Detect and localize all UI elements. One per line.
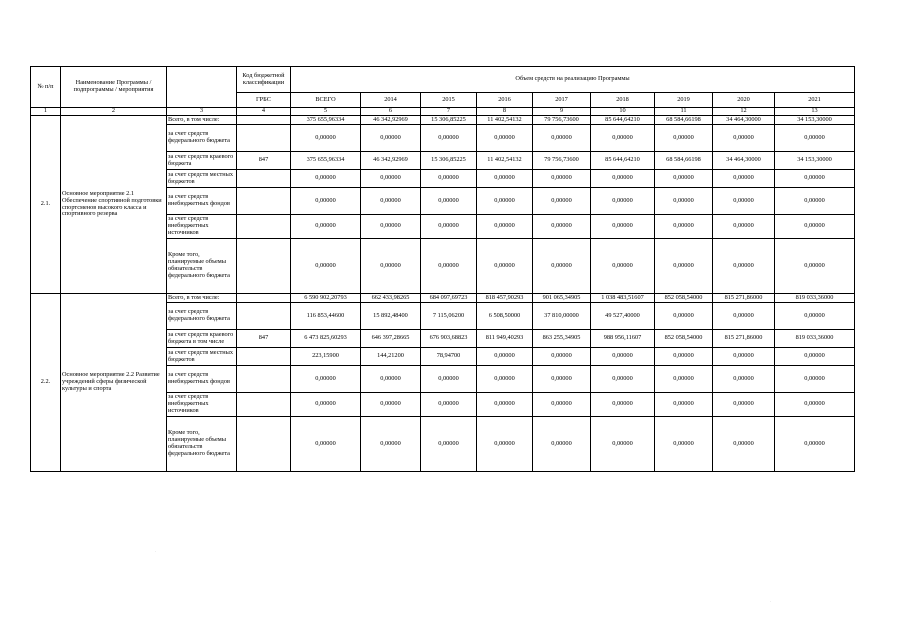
column-number: 7 bbox=[421, 108, 477, 116]
grbs-code: 847 bbox=[237, 152, 291, 170]
value-year: 7 115,06200 bbox=[421, 303, 477, 330]
value-year: 0,00000 bbox=[477, 348, 533, 366]
column-number: 13 bbox=[775, 108, 855, 116]
value-total: 6 473 825,60293 bbox=[291, 330, 361, 348]
section-name: Основное мероприятие 2.2 Развитие учреждений сферы физической культуры и спорта bbox=[61, 294, 167, 472]
value-year: 819 033,36000 bbox=[775, 330, 855, 348]
value-year: 1 038 483,51607 bbox=[591, 294, 655, 303]
funding-source: за счет средств внебюджетных фондов bbox=[167, 366, 237, 393]
column-number: 3 bbox=[167, 108, 237, 116]
header-row-top bbox=[31, 67, 855, 93]
value-year: 0,00000 bbox=[361, 170, 421, 188]
funding-source: за счет средств краевого бюджета bbox=[167, 152, 237, 170]
value-year: 0,00000 bbox=[421, 215, 477, 239]
grbs-code bbox=[237, 417, 291, 472]
value-year: 0,00000 bbox=[421, 170, 477, 188]
value-year: 0,00000 bbox=[775, 348, 855, 366]
value-year: 0,00000 bbox=[591, 366, 655, 393]
value-year: 0,00000 bbox=[421, 366, 477, 393]
header-year: 2014 bbox=[361, 93, 421, 108]
value-year: 0,00000 bbox=[477, 170, 533, 188]
value-year: 0,00000 bbox=[591, 170, 655, 188]
header-year: 2015 bbox=[421, 93, 477, 108]
value-year: 0,00000 bbox=[477, 366, 533, 393]
grbs-code bbox=[237, 188, 291, 215]
value-year: 0,00000 bbox=[775, 215, 855, 239]
value-year: 37 810,00000 bbox=[533, 303, 591, 330]
value-year: 0,00000 bbox=[477, 125, 533, 152]
value-year: 0,00000 bbox=[421, 188, 477, 215]
value-year: 85 644,64210 bbox=[591, 116, 655, 125]
header-grbs: ГРБС bbox=[237, 93, 291, 108]
value-year: 11 402,54132 bbox=[477, 152, 533, 170]
value-year: 0,00000 bbox=[713, 170, 775, 188]
column-number: 1 bbox=[31, 108, 61, 116]
value-year: 988 956,11607 bbox=[591, 330, 655, 348]
value-year: 0,00000 bbox=[713, 348, 775, 366]
value-year: 49 527,40000 bbox=[591, 303, 655, 330]
value-year: 0,00000 bbox=[775, 188, 855, 215]
value-year: 34 153,30000 bbox=[775, 116, 855, 125]
value-total: 375 655,96334 bbox=[291, 152, 361, 170]
value-year: 0,00000 bbox=[533, 348, 591, 366]
value-year: 819 033,36000 bbox=[775, 294, 855, 303]
value-year: 0,00000 bbox=[477, 188, 533, 215]
value-total: 223,15900 bbox=[291, 348, 361, 366]
value-year: 0,00000 bbox=[361, 239, 421, 294]
funding-source: за счет средств федерального бюджета bbox=[167, 303, 237, 330]
value-year: 0,00000 bbox=[713, 303, 775, 330]
value-year: 0,00000 bbox=[775, 170, 855, 188]
grbs-code bbox=[237, 393, 291, 417]
value-year: 0,00000 bbox=[361, 125, 421, 152]
value-year: 0,00000 bbox=[533, 417, 591, 472]
header-total: ВСЕГО bbox=[291, 93, 361, 108]
value-year: 0,00000 bbox=[477, 393, 533, 417]
value-year: 811 949,40293 bbox=[477, 330, 533, 348]
header-empty bbox=[167, 67, 237, 108]
value-year: 0,00000 bbox=[713, 417, 775, 472]
column-number: 2 bbox=[61, 108, 167, 116]
funding-source: за счет средств местных бюджетов bbox=[167, 170, 237, 188]
header-volume: Объем средств на реализацию Программы bbox=[291, 67, 855, 93]
header-year: 2017 bbox=[533, 93, 591, 108]
value-year: 0,00000 bbox=[421, 393, 477, 417]
value-total: 0,00000 bbox=[291, 393, 361, 417]
grbs-code bbox=[237, 294, 291, 303]
grbs-code bbox=[237, 303, 291, 330]
column-number: 10 bbox=[591, 108, 655, 116]
section-name: Основное мероприятие 2.1 Обеспечение спортивной подготовки спортсменов высокого класса и спортивного резерва bbox=[61, 116, 167, 294]
value-year: 144,21200 bbox=[361, 348, 421, 366]
budget-table bbox=[30, 66, 855, 472]
value-year: 79 756,73600 bbox=[533, 152, 591, 170]
value-year: 684 097,69723 bbox=[421, 294, 477, 303]
value-total: 0,00000 bbox=[291, 215, 361, 239]
value-year: 78,94700 bbox=[421, 348, 477, 366]
value-year: 0,00000 bbox=[713, 366, 775, 393]
value-year: 852 058,54000 bbox=[655, 294, 713, 303]
value-year: 79 756,73600 bbox=[533, 116, 591, 125]
column-number: 4 bbox=[237, 108, 291, 116]
header-year: 2019 bbox=[655, 93, 713, 108]
value-year: 34 153,30000 bbox=[775, 152, 855, 170]
value-year: 15 306,85225 bbox=[421, 152, 477, 170]
value-year: 0,00000 bbox=[361, 215, 421, 239]
value-year: 863 255,34905 bbox=[533, 330, 591, 348]
value-year: 0,00000 bbox=[655, 188, 713, 215]
value-year: 85 644,64210 bbox=[591, 152, 655, 170]
value-year: 0,00000 bbox=[591, 188, 655, 215]
value-year: 0,00000 bbox=[361, 417, 421, 472]
value-total: 375 655,96334 bbox=[291, 116, 361, 125]
value-year: 0,00000 bbox=[591, 417, 655, 472]
funding-source: Всего, в том числе: bbox=[167, 294, 237, 303]
column-number: 6 bbox=[361, 108, 421, 116]
value-year: 0,00000 bbox=[591, 348, 655, 366]
header-name: Наименование Программы / подпрограммы / мероприятия bbox=[61, 67, 167, 108]
value-year: 0,00000 bbox=[533, 215, 591, 239]
value-year: 0,00000 bbox=[361, 393, 421, 417]
value-year: 0,00000 bbox=[775, 125, 855, 152]
budget-table-container bbox=[30, 66, 854, 472]
value-year: 0,00000 bbox=[655, 239, 713, 294]
scan-speck: . bbox=[155, 548, 156, 553]
column-number: 12 bbox=[713, 108, 775, 116]
value-year: 0,00000 bbox=[655, 215, 713, 239]
value-year: 0,00000 bbox=[655, 393, 713, 417]
value-year: 0,00000 bbox=[361, 366, 421, 393]
value-year: 0,00000 bbox=[775, 417, 855, 472]
value-year: 0,00000 bbox=[477, 239, 533, 294]
header-year: 2021 bbox=[775, 93, 855, 108]
value-year: 0,00000 bbox=[591, 125, 655, 152]
value-year: 0,00000 bbox=[591, 393, 655, 417]
value-year: 15 892,48400 bbox=[361, 303, 421, 330]
grbs-code bbox=[237, 239, 291, 294]
funding-source: за счет средств федерального бюджета bbox=[167, 125, 237, 152]
value-year: 0,00000 bbox=[655, 366, 713, 393]
column-number: 9 bbox=[533, 108, 591, 116]
value-year: 0,00000 bbox=[775, 366, 855, 393]
value-year: 0,00000 bbox=[533, 170, 591, 188]
value-year: 0,00000 bbox=[655, 348, 713, 366]
grbs-code bbox=[237, 116, 291, 125]
grbs-code bbox=[237, 170, 291, 188]
value-year: 0,00000 bbox=[655, 125, 713, 152]
value-year: 852 058,54000 bbox=[655, 330, 713, 348]
grbs-code bbox=[237, 215, 291, 239]
section-number: 2.1. bbox=[31, 116, 61, 294]
grbs-code bbox=[237, 348, 291, 366]
value-year: 0,00000 bbox=[421, 125, 477, 152]
value-year: 0,00000 bbox=[533, 239, 591, 294]
value-total: 116 853,44600 bbox=[291, 303, 361, 330]
header-year: 2018 bbox=[591, 93, 655, 108]
value-year: 46 342,92969 bbox=[361, 116, 421, 125]
value-year: 0,00000 bbox=[713, 215, 775, 239]
value-total: 0,00000 bbox=[291, 188, 361, 215]
value-year: 662 433,98265 bbox=[361, 294, 421, 303]
value-total: 0,00000 bbox=[291, 170, 361, 188]
value-year: 15 306,85225 bbox=[421, 116, 477, 125]
value-year: 0,00000 bbox=[361, 188, 421, 215]
value-year: 901 065,34905 bbox=[533, 294, 591, 303]
value-total: 0,00000 bbox=[291, 125, 361, 152]
value-year: 0,00000 bbox=[533, 366, 591, 393]
value-year: 0,00000 bbox=[655, 417, 713, 472]
section-number: 2.2. bbox=[31, 294, 61, 472]
value-year: 11 402,54132 bbox=[477, 116, 533, 125]
header-year: 2016 bbox=[477, 93, 533, 108]
header-year: 2020 bbox=[713, 93, 775, 108]
value-year: 0,00000 bbox=[421, 239, 477, 294]
value-year: 46 342,92969 bbox=[361, 152, 421, 170]
funding-source: за счет средств краевого бюджета в том числе bbox=[167, 330, 237, 348]
value-year: 68 584,66198 bbox=[655, 152, 713, 170]
value-year: 0,00000 bbox=[655, 170, 713, 188]
funding-source: Кроме того, планируемые объемы обязательств федерального бюджета bbox=[167, 239, 237, 294]
value-year: 0,00000 bbox=[477, 417, 533, 472]
funding-source: за счет средств внебюджетных фондов bbox=[167, 188, 237, 215]
grbs-code bbox=[237, 125, 291, 152]
table-row bbox=[31, 294, 855, 303]
value-year: 0,00000 bbox=[713, 239, 775, 294]
value-year: 0,00000 bbox=[533, 393, 591, 417]
funding-source: за счет средств местных бюджетов bbox=[167, 348, 237, 366]
value-year: 0,00000 bbox=[713, 125, 775, 152]
value-year: 34 464,30000 bbox=[713, 152, 775, 170]
grbs-code bbox=[237, 366, 291, 393]
value-year: 0,00000 bbox=[591, 239, 655, 294]
value-year: 68 584,66198 bbox=[655, 116, 713, 125]
funding-source: Кроме того, планируемые объемы обязательств федерального бюджета bbox=[167, 417, 237, 472]
table-row bbox=[31, 116, 855, 125]
value-year: 0,00000 bbox=[421, 417, 477, 472]
column-number-row bbox=[31, 108, 855, 116]
grbs-code: 847 bbox=[237, 330, 291, 348]
value-year: 34 464,30000 bbox=[713, 116, 775, 125]
value-year: 0,00000 bbox=[655, 303, 713, 330]
value-year: 0,00000 bbox=[477, 215, 533, 239]
value-total: 6 590 902,20793 bbox=[291, 294, 361, 303]
funding-source: Всего, в том числе: bbox=[167, 116, 237, 125]
value-year: 0,00000 bbox=[775, 303, 855, 330]
value-year: 646 397,28665 bbox=[361, 330, 421, 348]
column-number: 8 bbox=[477, 108, 533, 116]
scan-speck: . bbox=[770, 598, 771, 603]
value-year: 0,00000 bbox=[713, 393, 775, 417]
value-year: 0,00000 bbox=[591, 215, 655, 239]
value-year: 0,00000 bbox=[775, 393, 855, 417]
value-year: 0,00000 bbox=[533, 125, 591, 152]
funding-source: за счет средств внебюджетных источников bbox=[167, 215, 237, 239]
funding-source: за счет средств внебюджетных источников bbox=[167, 393, 237, 417]
value-total: 0,00000 bbox=[291, 366, 361, 393]
value-year: 6 508,50000 bbox=[477, 303, 533, 330]
header-code: Код бюджетной классификации bbox=[237, 67, 291, 93]
column-number: 11 bbox=[655, 108, 713, 116]
value-year: 0,00000 bbox=[713, 188, 775, 215]
value-total: 0,00000 bbox=[291, 417, 361, 472]
value-total: 0,00000 bbox=[291, 239, 361, 294]
value-year: 815 271,86000 bbox=[713, 330, 775, 348]
value-year: 818 457,90293 bbox=[477, 294, 533, 303]
header-num: № п/п bbox=[31, 67, 61, 108]
value-year: 0,00000 bbox=[533, 188, 591, 215]
value-year: 815 271,86000 bbox=[713, 294, 775, 303]
column-number: 5 bbox=[291, 108, 361, 116]
value-year: 0,00000 bbox=[775, 239, 855, 294]
value-year: 676 903,68823 bbox=[421, 330, 477, 348]
